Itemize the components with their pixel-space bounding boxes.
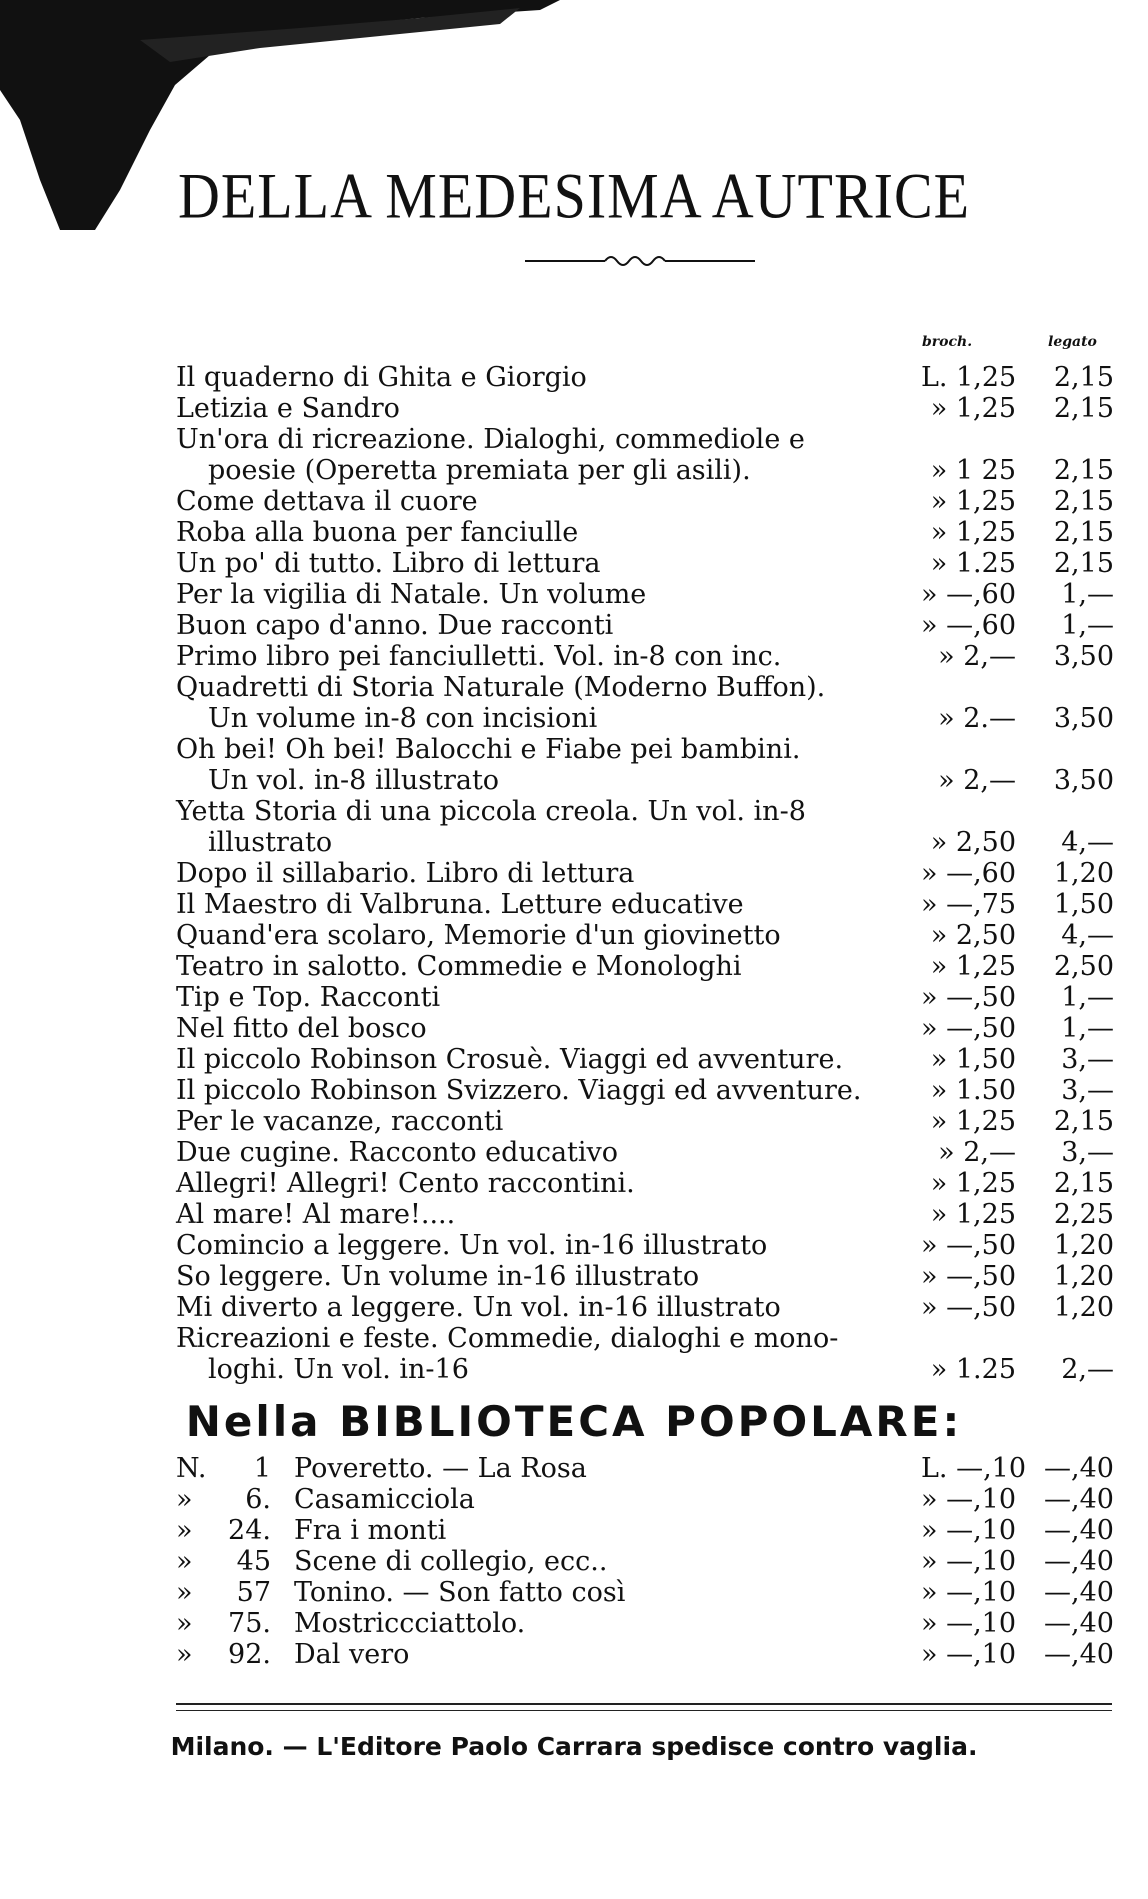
price-legato: 2,15 — [1053, 517, 1114, 548]
work-title: Oh bei! Oh bei! Balocchi e Fiabe pei bambini. — [176, 734, 801, 765]
price-legato: —,40 — [1044, 1546, 1114, 1577]
biblioteca-number: 57 — [236, 1577, 271, 1608]
price-broch: » 1,25 — [930, 1168, 1016, 1199]
work-title: So leggere. Un volume in-16 illustrato — [176, 1261, 700, 1292]
title-flourish — [525, 252, 755, 268]
work-row — [176, 672, 1112, 703]
biblioteca-row — [176, 1546, 1112, 1577]
price-broch: L. —,10 — [921, 1453, 1027, 1484]
price-broch: » —,60 — [921, 858, 1017, 889]
work-row — [176, 1292, 1112, 1323]
biblioteca-mark: » — [176, 1515, 193, 1546]
price-legato: 2,15 — [1053, 1106, 1114, 1137]
work-title: Roba alla buona per fanciulle — [176, 517, 579, 548]
biblioteca-number: 1 — [253, 1453, 271, 1484]
work-title: Primo libro pei fanciulletti. Vol. in-8 con inc. — [176, 641, 782, 672]
work-row — [176, 1230, 1112, 1261]
price-broch: » 2,— — [938, 641, 1016, 672]
work-title: Letizia e Sandro — [176, 393, 400, 424]
price-broch: » 1.25 — [930, 1354, 1016, 1385]
biblioteca-number: 24. — [228, 1515, 271, 1546]
price-broch: » 1,25 — [930, 1106, 1016, 1137]
price-broch: » —,75 — [921, 889, 1017, 920]
price-broch: » —,60 — [921, 610, 1017, 641]
work-row-continuation — [176, 827, 1112, 858]
price-broch: » —,10 — [921, 1639, 1017, 1670]
biblioteca-row — [176, 1515, 1112, 1546]
biblioteca-title-text: Mostriccciattolo. — [294, 1608, 526, 1639]
biblioteca-mark: » — [176, 1484, 193, 1515]
work-title: Il Maestro di Valbruna. Letture educative — [176, 889, 744, 920]
price-legato: 4,— — [1061, 920, 1114, 951]
work-row — [176, 1199, 1112, 1230]
price-legato: 3,50 — [1053, 765, 1114, 796]
work-title: Quand'era scolaro, Memorie d'un giovinetto — [176, 920, 781, 951]
biblioteca-mark: » — [176, 1639, 193, 1670]
work-title: Un volume in-8 con incisioni — [208, 703, 598, 734]
biblioteca-title-text: Poveretto. — La Rosa — [294, 1453, 587, 1484]
biblioteca-number: 45 — [236, 1546, 271, 1577]
price-legato: 2,50 — [1053, 951, 1114, 982]
work-row — [176, 548, 1112, 579]
work-row — [176, 1013, 1112, 1044]
price-legato: 3,— — [1061, 1075, 1114, 1106]
divider-rule-thin — [176, 1710, 1112, 1711]
price-broch: » 1,25 — [930, 517, 1016, 548]
work-row — [176, 796, 1112, 827]
work-title: Per le vacanze, racconti — [176, 1106, 504, 1137]
work-row — [176, 1075, 1112, 1106]
work-title: Mi diverto a leggere. Un vol. in-16 illustrato — [176, 1292, 781, 1323]
price-broch: » 2.— — [938, 703, 1016, 734]
publisher-footer: Milano. — L'Editore Paolo Carrara spedisce contro vaglia. — [170, 1732, 978, 1761]
price-legato: 1,20 — [1053, 1230, 1114, 1261]
work-title: Per la vigilia di Natale. Un volume — [176, 579, 647, 610]
price-legato: 1,— — [1061, 610, 1114, 641]
biblioteca-row — [176, 1484, 1112, 1515]
work-row — [176, 486, 1112, 517]
price-legato: 3,50 — [1053, 641, 1114, 672]
price-legato: 4,— — [1061, 827, 1114, 858]
work-row — [176, 517, 1112, 548]
work-title: loghi. Un vol. in-16 — [208, 1354, 469, 1385]
price-legato: —,40 — [1044, 1608, 1114, 1639]
work-title: Teatro in salotto. Commedie e Monologhi — [176, 951, 742, 982]
work-title: Un'ora di ricreazione. Dialoghi, commediole e — [176, 424, 805, 455]
price-legato: 1,20 — [1053, 858, 1114, 889]
work-title: Un po' di tutto. Libro di lettura — [176, 548, 601, 579]
work-row — [176, 982, 1112, 1013]
work-row-continuation — [176, 1354, 1112, 1385]
price-broch: » —,50 — [921, 1230, 1017, 1261]
price-legato: 2,15 — [1053, 362, 1114, 393]
work-title: poesie (Operetta premiata per gli asili). — [208, 455, 751, 486]
biblioteca-mark: » — [176, 1608, 193, 1639]
work-title: Un vol. in-8 illustrato — [208, 765, 500, 796]
work-title: illustrato — [208, 827, 333, 858]
price-legato: —,40 — [1044, 1515, 1114, 1546]
price-legato: 1,— — [1061, 1013, 1114, 1044]
work-row-continuation — [176, 765, 1112, 796]
page-title: DELLA MEDESIMA AUTRICE — [177, 159, 971, 232]
price-broch: » —,60 — [921, 579, 1017, 610]
price-broch: » 1,25 — [930, 951, 1016, 982]
work-row — [176, 920, 1112, 951]
work-row — [176, 1137, 1112, 1168]
price-legato: 2,25 — [1053, 1199, 1114, 1230]
work-row — [176, 858, 1112, 889]
work-title: Come dettava il cuore — [176, 486, 478, 517]
biblioteca-number: 75. — [228, 1608, 271, 1639]
price-legato: 3,— — [1061, 1044, 1114, 1075]
price-broch: L. 1,25 — [921, 362, 1017, 393]
price-broch: » 1,25 — [930, 486, 1016, 517]
price-broch: » —,50 — [921, 1261, 1017, 1292]
work-row-continuation — [176, 703, 1112, 734]
work-row — [176, 951, 1112, 982]
price-broch: » 1,50 — [930, 1044, 1016, 1075]
price-broch: » —,10 — [921, 1484, 1017, 1515]
work-row — [176, 393, 1112, 424]
work-title: Yetta Storia di una piccola creola. Un vol. in-8 — [176, 796, 806, 827]
price-legato: 2,15 — [1053, 455, 1114, 486]
biblioteca-title-text: Tonino. — Son fatto così — [294, 1577, 626, 1608]
work-row — [176, 1106, 1112, 1137]
work-title: Buon capo d'anno. Due racconti — [176, 610, 614, 641]
biblioteca-number: 92. — [228, 1639, 271, 1670]
price-broch: » 2,— — [938, 765, 1016, 796]
price-legato: 3,50 — [1053, 703, 1114, 734]
biblioteca-title-text: Dal vero — [294, 1639, 410, 1670]
price-legato: 2,15 — [1053, 486, 1114, 517]
price-legato: 2,15 — [1053, 393, 1114, 424]
work-title: Dopo il sillabario. Libro di lettura — [176, 858, 635, 889]
work-row — [176, 1044, 1112, 1075]
price-legato: 1,20 — [1053, 1261, 1114, 1292]
price-broch: » 2,— — [938, 1137, 1016, 1168]
biblioteca-row — [176, 1608, 1112, 1639]
work-row — [176, 424, 1112, 455]
price-legato: 2,15 — [1053, 1168, 1114, 1199]
biblioteca-row — [176, 1577, 1112, 1608]
price-broch: » —,10 — [921, 1608, 1017, 1639]
work-row — [176, 1323, 1112, 1354]
biblioteca-title-text: Fra i monti — [294, 1515, 447, 1546]
price-broch: » —,50 — [921, 1292, 1017, 1323]
column-header-broch: broch. — [922, 334, 973, 350]
price-legato: 1,20 — [1053, 1292, 1114, 1323]
price-legato: 1,50 — [1053, 889, 1114, 920]
work-row — [176, 889, 1112, 920]
work-title: Il piccolo Robinson Svizzero. Viaggi ed avventure. — [176, 1075, 862, 1106]
price-broch: » —,50 — [921, 1013, 1017, 1044]
price-legato: 2,— — [1061, 1354, 1114, 1385]
work-row — [176, 1261, 1112, 1292]
biblioteca-number: 6. — [245, 1484, 271, 1515]
price-broch: » —,50 — [921, 982, 1017, 1013]
price-legato: 2,15 — [1053, 548, 1114, 579]
work-title: Nel fitto del bosco — [176, 1013, 427, 1044]
work-title: Quadretti di Storia Naturale (Moderno Buffon). — [176, 672, 826, 703]
biblioteca-title-text: Scene di collegio, ecc.. — [294, 1546, 608, 1577]
work-title: Comincio a leggere. Un vol. in-16 illustrato — [176, 1230, 768, 1261]
column-header-legato: legato — [1048, 334, 1097, 350]
biblioteca-title: Nella BIBLIOTECA POPOLARE: — [185, 1397, 963, 1446]
price-legato: 1,— — [1061, 982, 1114, 1013]
work-title: Il quaderno di Ghita e Giorgio — [176, 362, 587, 393]
work-row — [176, 734, 1112, 765]
biblioteca-mark: » — [176, 1577, 193, 1608]
price-broch: » 1.25 — [930, 548, 1016, 579]
work-row — [176, 610, 1112, 641]
work-title: Al mare! Al mare!.... — [176, 1199, 456, 1230]
price-broch: » 1.50 — [930, 1075, 1016, 1106]
work-row-continuation — [176, 455, 1112, 486]
biblioteca-row — [176, 1453, 1112, 1484]
work-row — [176, 1168, 1112, 1199]
price-broch: » 1,25 — [930, 393, 1016, 424]
price-legato: —,40 — [1044, 1484, 1114, 1515]
price-broch: » 1,25 — [930, 1199, 1016, 1230]
biblioteca-title-text: Casamicciola — [294, 1484, 475, 1515]
work-title: Allegri! Allegri! Cento raccontini. — [176, 1168, 635, 1199]
biblioteca-row — [176, 1639, 1112, 1670]
biblioteca-mark: » — [176, 1546, 193, 1577]
price-broch: » —,10 — [921, 1515, 1017, 1546]
price-legato: —,40 — [1044, 1453, 1114, 1484]
biblioteca-mark: N. — [176, 1453, 207, 1484]
price-legato: —,40 — [1044, 1639, 1114, 1670]
price-broch: » —,10 — [921, 1577, 1017, 1608]
price-broch: » 2,50 — [930, 920, 1016, 951]
price-broch: » 2,50 — [930, 827, 1016, 858]
work-title: Ricreazioni e feste. Commedie, dialoghi e mono- — [176, 1323, 839, 1354]
work-row — [176, 641, 1112, 672]
work-title: Due cugine. Racconto educativo — [176, 1137, 619, 1168]
work-title: Tip e Top. Racconti — [176, 982, 441, 1013]
divider-rule — [176, 1703, 1112, 1705]
price-broch: » 1 25 — [930, 455, 1016, 486]
price-legato: —,40 — [1044, 1577, 1114, 1608]
work-title: Il piccolo Robinson Crosuè. Viaggi ed avventure. — [176, 1044, 844, 1075]
work-row — [176, 579, 1112, 610]
price-broch: » —,10 — [921, 1546, 1017, 1577]
price-legato: 3,— — [1061, 1137, 1114, 1168]
work-row — [176, 362, 1112, 393]
price-legato: 1,— — [1061, 579, 1114, 610]
